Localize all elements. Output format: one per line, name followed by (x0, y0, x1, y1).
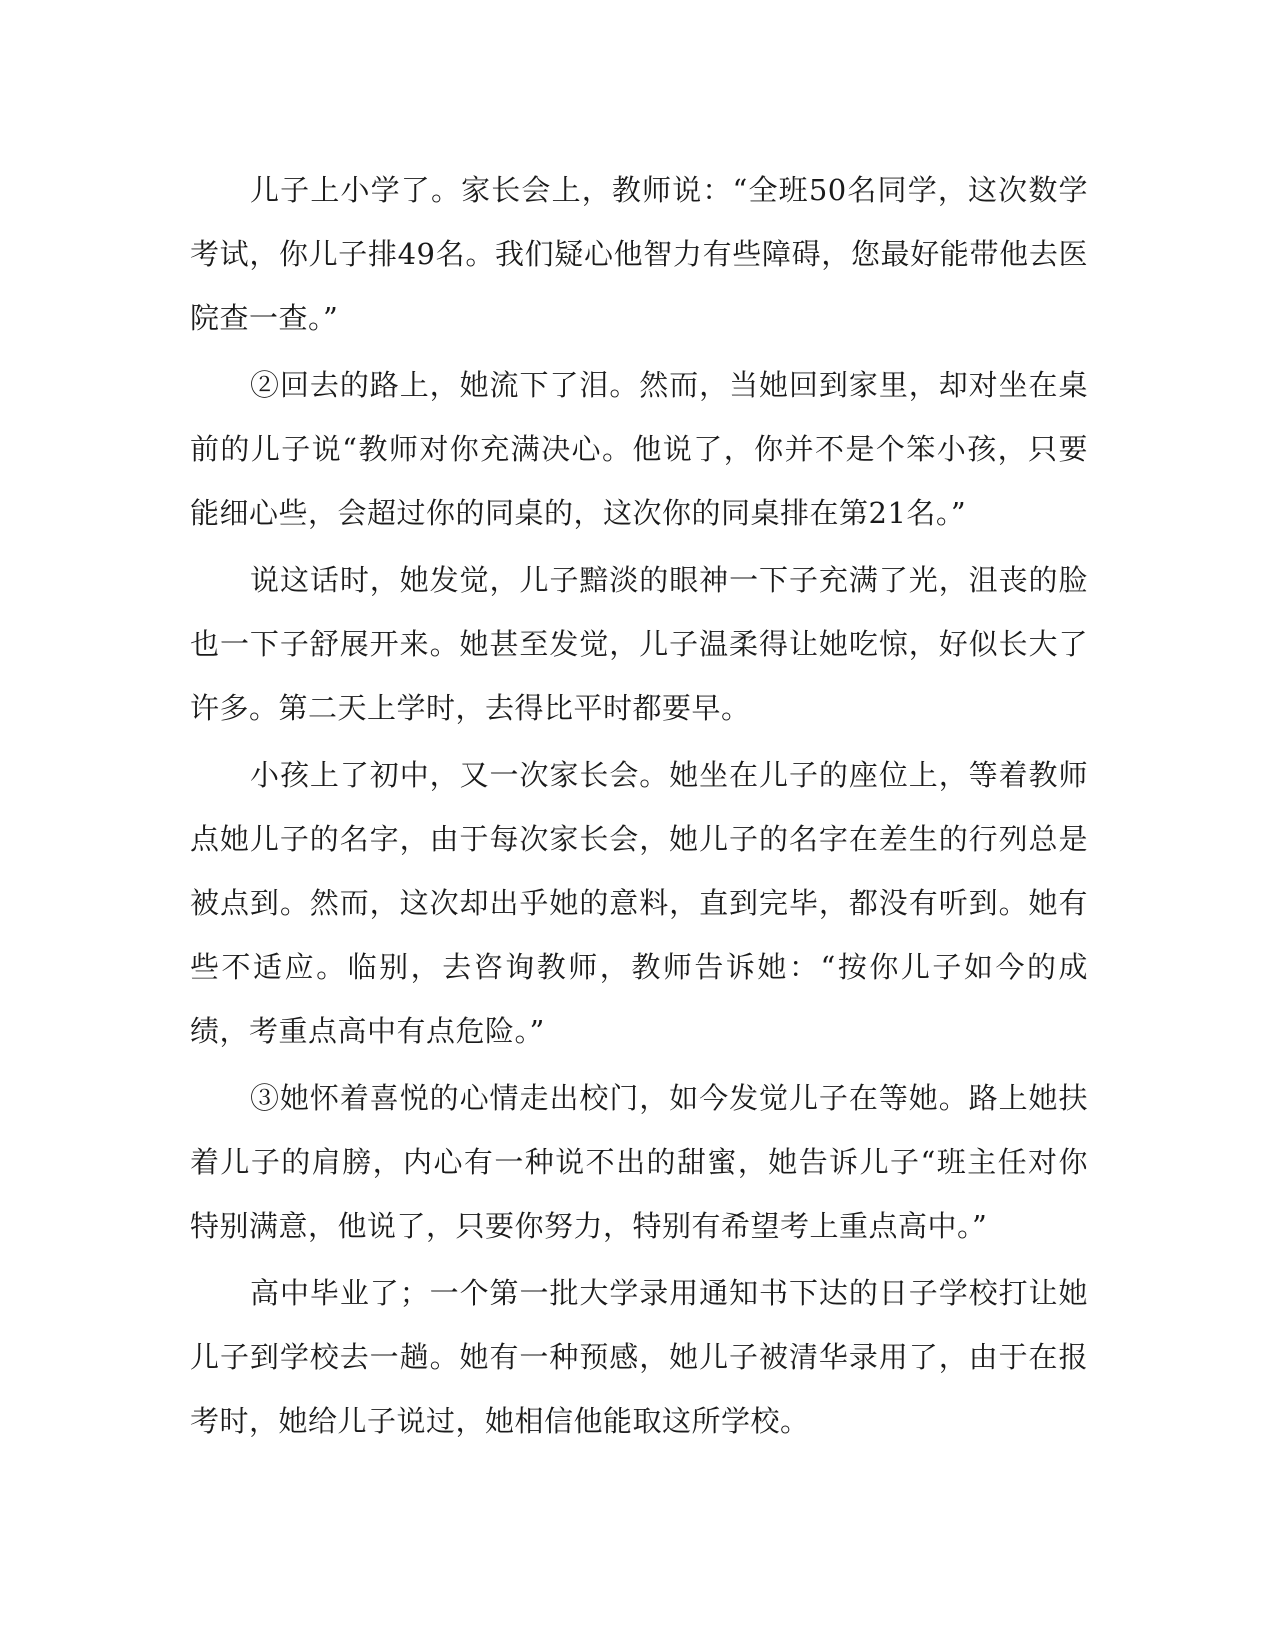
document-body (190, 158, 1088, 1456)
paragraph-4: 小孩上了初中，又一次家长会。她坐在儿子的座位上，等着教师点她儿子的名字，由于每次家长会，她儿子的名字在差生的行列总是被点到。然而，这次却出乎她的意料，直到完毕，都没有听到。她有些不适应。临别，去咨询教师，教师告诉她：“按你儿子如今的成绩，考重点高中有点危险。” (190, 758, 1088, 1048)
paragraph-6: 高中毕业了；一个第一批大学录用通知书下达的日子学校打让她儿子到学校去一趟。她有一种预感，她儿子被清华录用了，由于在报考时，她给儿子说过，她相信他能取这所学校。 (190, 1276, 1088, 1438)
paragraph-5: ③她怀着喜悦的心情走出校门，如今发觉儿子在等她。路上她扶着儿子的肩膀，内心有一种说不出的甜蜜，她告诉儿子“班主任对你特别满意，他说了，只要你努力，特别有希望考上重点高中。” (190, 1081, 1088, 1243)
paragraph-2: ②回去的路上，她流下了泪。然而，当她回到家里，却对坐在桌前的儿子说“教师对你充满决心。他说了，你并不是个笨小孩，只要能细心些，会超过你的同桌的，这次你的同桌排在第21名。” (190, 368, 1088, 530)
paragraph-3: 说这话时，她发觉，儿子黯淡的眼神一下子充满了光，沮丧的脸也一下子舒展开来。她甚至发觉，儿子温柔得让她吃惊，好似长大了许多。第二天上学时，去得比平时都要早。 (190, 563, 1088, 725)
paragraph-1: 儿子上小学了。家长会上，教师说：“全班50名同学，这次数学考试，你儿子排49名。我们疑心他智力有些障碍，您最好能带他去医院查一查。” (190, 173, 1088, 335)
